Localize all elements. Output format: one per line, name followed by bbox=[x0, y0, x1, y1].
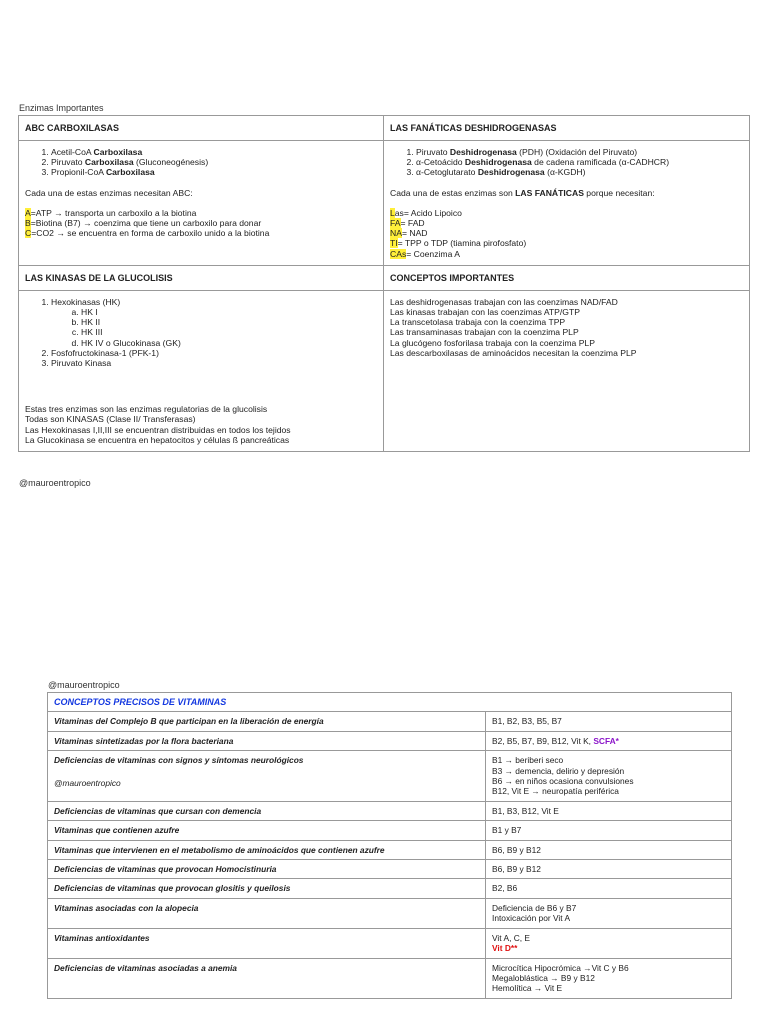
section-caption: @mauroentropico bbox=[48, 680, 120, 690]
list-item: 3. α-Cetoglutarato Deshidrogenasa (α-KGDH) bbox=[416, 167, 743, 177]
answer-cell: B6, B9 y B12 bbox=[486, 840, 732, 859]
table-row bbox=[48, 801, 732, 820]
fanaticas-title: LAS FANÁTICAS DESHIDROGENASAS bbox=[384, 116, 750, 141]
list-item: 1. Hexokinasas (HK) a. HK I b. HK II c. HK III d. HK IV o Glucokinasa (GK) bbox=[51, 297, 377, 348]
fanaticas-list bbox=[390, 147, 743, 178]
list-item: 2. Piruvato Carboxilasa (Gluconeogénesis) bbox=[51, 157, 377, 167]
answer-cell: B1 → beriberi seco B3 → demencia, delirio y depresión B6 → en niños ocasiona convulsiones B12, Vit E → neuropatía periférica bbox=[486, 751, 732, 802]
answer-cell: B1, B3, B12, Vit E bbox=[486, 801, 732, 820]
question-cell: Vitaminas que intervienen en el metabolismo de aminoácidos que contienen azufre bbox=[48, 840, 486, 859]
concept-line: La glucógeno fosforilasa trabaja con la coenzima PLP bbox=[390, 337, 595, 348]
vitamins-title: CONCEPTOS PRECISOS DE VITAMINAS bbox=[48, 693, 732, 712]
scfa-note: SCFA* bbox=[593, 735, 619, 746]
abc-line: C=CO2 → se encuentra en forma de carboxilo unido a la biotina bbox=[25, 228, 270, 239]
conceptos-title: CONCEPTOS IMPORTANTES bbox=[384, 265, 750, 290]
table-row bbox=[48, 840, 732, 859]
question-cell: Vitaminas antioxidantes bbox=[48, 928, 486, 958]
question-cell: Deficiencias de vitaminas que provocan Homocistinuria bbox=[48, 860, 486, 879]
abc-line: B=Biotina (B7) → coenzima que tiene un carboxilo para donar bbox=[25, 218, 262, 229]
fanaticas-line: FA= FAD bbox=[390, 218, 425, 229]
question-cell: Deficiencias de vitaminas que provocan glositis y queilosis bbox=[48, 879, 486, 898]
concept-line: Las kinasas trabajan con las coenzimas ATP/GTP bbox=[390, 307, 580, 318]
answer-cell: Deficiencia de B6 y B7 Intoxicación por Vit A bbox=[486, 898, 732, 928]
concept-line: Las deshidrogenasas trabajan con las coenzimas NAD/FAD bbox=[390, 296, 618, 307]
page-caption: Enzimas Importantes bbox=[19, 103, 104, 113]
question-cell: Vitaminas que contienen azufre bbox=[48, 821, 486, 840]
abc-body bbox=[19, 141, 384, 266]
sublist-item: c. HK III bbox=[81, 327, 377, 337]
fanaticas-line: CAs= Coenzima A bbox=[390, 248, 460, 259]
question-cell: Vitaminas asociadas con la alopecia bbox=[48, 898, 486, 928]
question-cell: Deficiencias de vitaminas con signos y síntomas neurológicos @mauroentropico bbox=[48, 751, 486, 802]
hexokinase-sublist bbox=[51, 307, 377, 348]
table-row bbox=[48, 731, 732, 750]
vit-d-note: Vit D** bbox=[492, 943, 518, 954]
answer-cell: B1, B2, B3, B5, B7 bbox=[486, 712, 732, 731]
kinasas-note: Todas son KINASAS (Clase II/ Transferasas) bbox=[25, 414, 196, 425]
question-cell: Deficiencias de vitaminas que cursan con demencia bbox=[48, 801, 486, 820]
fanaticas-line: NA= NAD bbox=[390, 228, 428, 239]
answer-cell: B1 y B7 bbox=[486, 821, 732, 840]
concept-line: Las transaminasas trabajan con la coenzima PLP bbox=[390, 327, 579, 338]
sublist-item: b. HK II bbox=[81, 317, 377, 327]
table-row bbox=[48, 860, 732, 879]
kinasas-note: La Glucokinasa se encuentra en hepatocitos y células ß pancreáticas bbox=[25, 434, 290, 445]
table-row bbox=[48, 928, 732, 958]
concept-line: La transcetolasa trabaja con la coenzima TPP bbox=[390, 317, 566, 328]
abc-line: A=ATP → transporta un carboxilo a la biotina bbox=[25, 207, 197, 218]
kinasas-body bbox=[19, 290, 384, 451]
answer-cell: B2, B6 bbox=[486, 879, 732, 898]
fanaticas-line: Las= Acido Lipoico bbox=[390, 207, 462, 218]
watermark: @mauroentropico bbox=[19, 478, 91, 488]
answer-cell: Vit A, C, E Vit D** bbox=[486, 928, 732, 958]
abc-title: ABC CARBOXILASAS bbox=[19, 116, 384, 141]
question-cell: Deficiencias de vitaminas asociadas a anemia bbox=[48, 958, 486, 998]
table-row bbox=[48, 821, 732, 840]
conceptos-body bbox=[384, 290, 750, 451]
table-row bbox=[48, 712, 732, 731]
answer-cell: B6, B9 y B12 bbox=[486, 860, 732, 879]
vitamins-table bbox=[47, 692, 732, 999]
answer-cell: B2, B5, B7, B9, B12, Vit K, SCFA* bbox=[486, 731, 732, 750]
list-item: 3. Piruvato Kinasa bbox=[51, 358, 377, 368]
question-cell: Vitaminas del Complejo B que participan en la liberación de energía bbox=[48, 712, 486, 731]
fanaticas-intro: Cada una de estas enzimas son LAS FANÁTICAS porque necesitan: bbox=[390, 187, 655, 198]
kinasas-note: Las Hexokinasas I,II,III se encuentran distribuidas en todos los tejidos bbox=[25, 424, 291, 435]
list-item: 3. Propionil-CoA Carboxilasa bbox=[51, 167, 377, 177]
list-item: 2. α-Cetoácido Deshidrogenasa de cadena ramificada (α-CADHCR) bbox=[416, 157, 743, 167]
sublist-item: a. HK I bbox=[81, 307, 377, 317]
kinasas-list bbox=[25, 297, 377, 368]
table-row bbox=[48, 898, 732, 928]
answer-cell: Microcítica Hipocrómica →Vit C y B6 Megaloblástica → B9 y B12 Hemolítica → Vit E bbox=[486, 958, 732, 998]
abc-intro: Cada una de estas enzimas necesitan ABC: bbox=[25, 187, 193, 198]
concept-line: Las descarboxilasas de aminoácidos necesitan la coenzima PLP bbox=[390, 347, 637, 358]
fanaticas-line: TI= TPP o TDP (tiamina pirofosfato) bbox=[390, 238, 527, 249]
list-item: 1. Piruvato Deshidrogenasa (PDH) (Oxidación del Piruvato) bbox=[416, 147, 743, 157]
enzymes-table bbox=[18, 115, 750, 452]
table-row bbox=[48, 879, 732, 898]
table-row bbox=[48, 751, 732, 802]
sublist-item: d. HK IV o Glucokinasa (GK) bbox=[81, 338, 377, 348]
kinasas-title: LAS KINASAS DE LA GLUCOLISIS bbox=[19, 265, 384, 290]
list-item: 1. Acetil-CoA Carboxilasa bbox=[51, 147, 377, 157]
fanaticas-body bbox=[384, 141, 750, 266]
table-row bbox=[48, 958, 732, 998]
kinasas-note: Estas tres enzimas son las enzimas regulatorias de la glucolisis bbox=[25, 404, 268, 415]
question-cell: Vitaminas sintetizadas por la flora bacteriana bbox=[48, 731, 486, 750]
abc-list bbox=[25, 147, 377, 178]
list-item: 2. Fosfofructokinasa-1 (PFK-1) bbox=[51, 348, 377, 358]
row-watermark: @mauroentropico bbox=[54, 777, 121, 788]
